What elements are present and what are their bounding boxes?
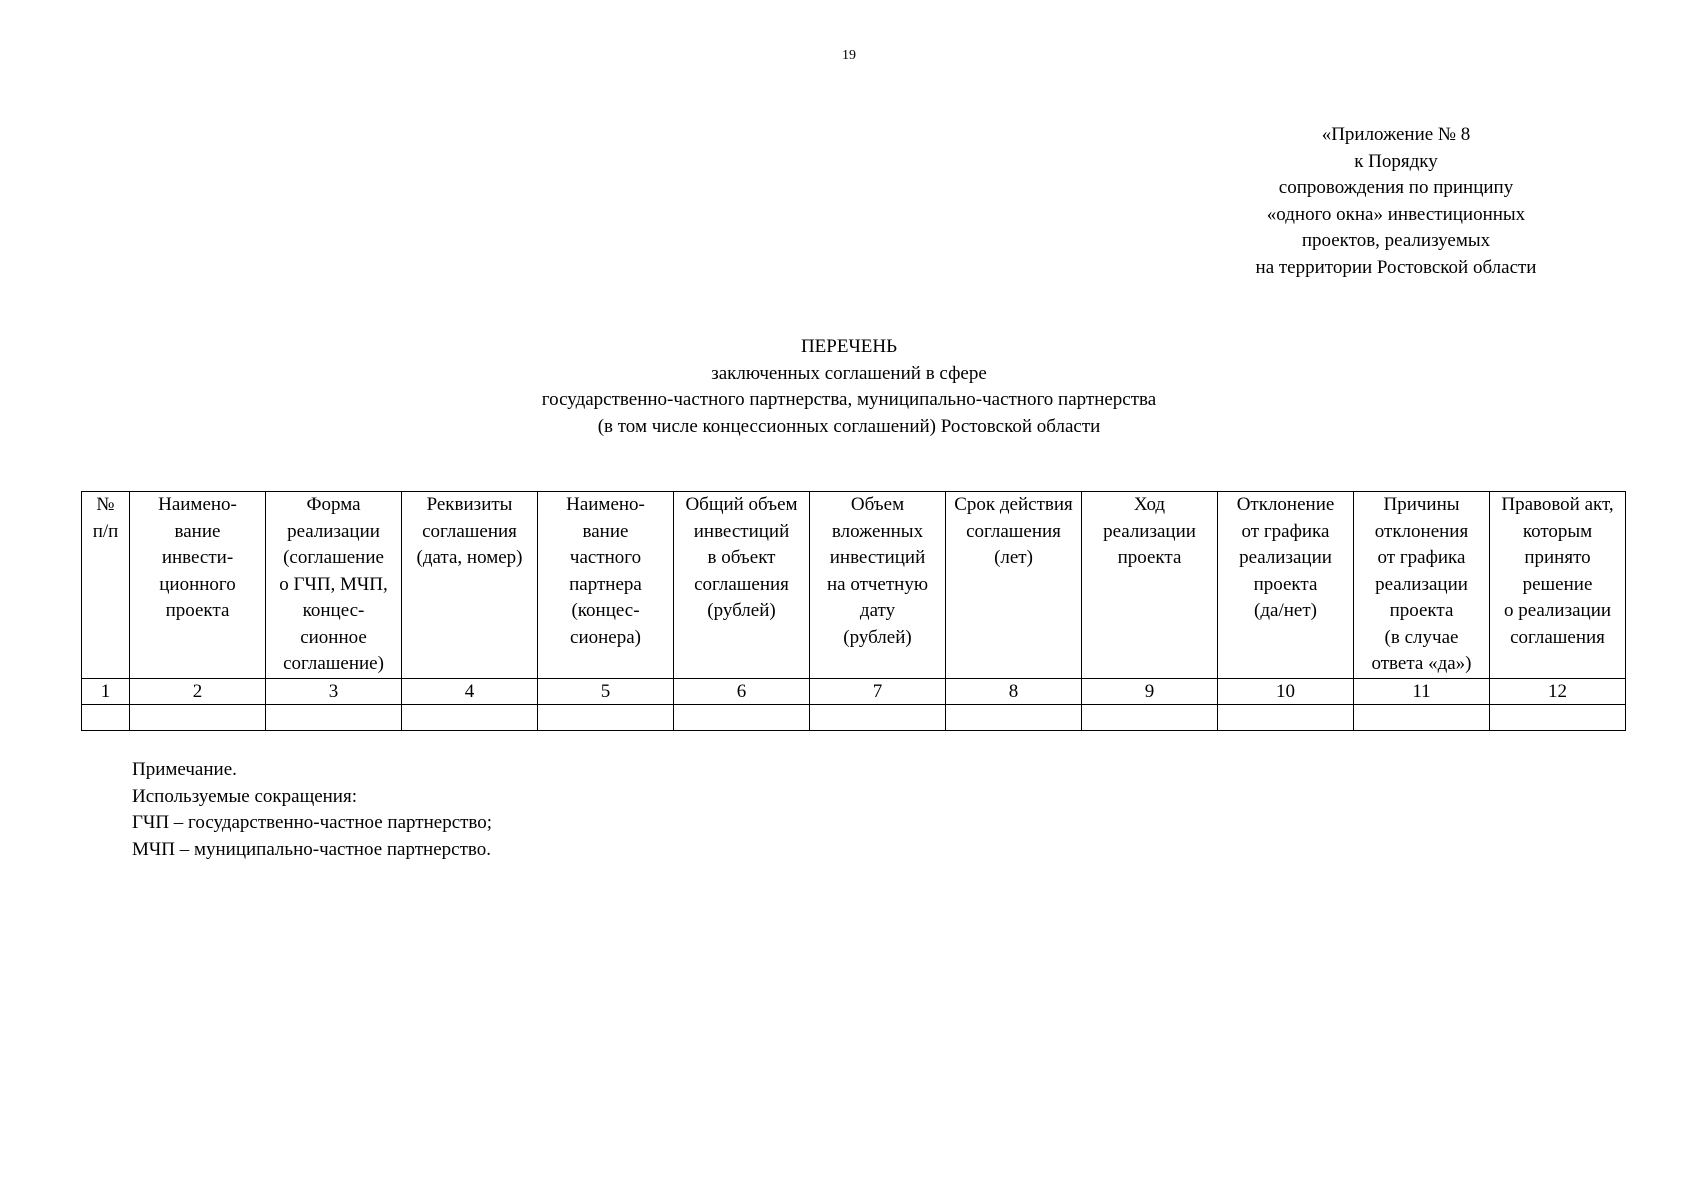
- column-header-line: (да/нет): [1254, 600, 1317, 621]
- column-header-line: Ход: [1133, 494, 1166, 515]
- column-header: [538, 492, 674, 679]
- column-header-line: соглашения: [694, 573, 789, 595]
- column-header: [1082, 492, 1218, 679]
- column-header-line: инвести-: [161, 547, 234, 568]
- column-header-line: от графика: [1377, 547, 1466, 568]
- column-header-line: решение: [1522, 573, 1593, 595]
- column-number: 9: [1082, 679, 1218, 705]
- column-header-line: вание: [174, 520, 221, 542]
- column-header-line: сионное: [300, 626, 367, 648]
- table-cell: [1354, 705, 1490, 731]
- column-header: [810, 492, 946, 679]
- column-header: [82, 492, 130, 679]
- column-header-line: реализации: [287, 520, 380, 542]
- column-header-line: (в случае: [1384, 626, 1459, 648]
- column-header-line: ответа «да»): [1371, 653, 1472, 674]
- column-number: 8: [946, 679, 1082, 705]
- column-header: [1354, 492, 1490, 679]
- agreements-table: [81, 491, 1626, 731]
- appendix-line: на территории Ростовской области: [1255, 256, 1537, 278]
- column-number: 5: [538, 679, 674, 705]
- column-header-line: Причины: [1383, 494, 1460, 515]
- appendix-reference: [1186, 122, 1606, 281]
- appendix-line: «Приложение № 8: [1321, 124, 1471, 145]
- column-header-line: от графика: [1241, 520, 1330, 542]
- column-header: [946, 492, 1082, 679]
- column-header-line: сионера): [570, 626, 641, 648]
- column-header-line: Отклонение: [1236, 494, 1335, 515]
- column-header: [1490, 492, 1626, 679]
- column-header-line: о реализации: [1503, 600, 1612, 621]
- column-header-line: проекта: [165, 600, 230, 621]
- column-header-line: Наимено-: [158, 494, 237, 515]
- column-header-line: партнера: [569, 573, 642, 595]
- page-number: 19: [842, 48, 856, 63]
- column-header-line: соглашение): [283, 653, 384, 674]
- column-header-line: соглашения: [966, 520, 1061, 542]
- column-number: 7: [810, 679, 946, 705]
- table-row: [82, 705, 1626, 731]
- column-number: 1: [82, 679, 130, 705]
- column-header-line: дату: [859, 600, 896, 621]
- column-header-line: Правовой акт,: [1501, 494, 1614, 515]
- table-cell: [82, 705, 130, 731]
- column-number: 3: [266, 679, 402, 705]
- column-header-line: №: [96, 494, 115, 515]
- column-number-row: [82, 679, 1626, 705]
- column-header: [266, 492, 402, 679]
- column-header-line: вложенных: [831, 520, 924, 542]
- column-number: 11: [1354, 679, 1490, 705]
- table-cell: [946, 705, 1082, 731]
- column-header-line: (рублей): [707, 600, 776, 621]
- notes-line: Используемые сокращения:: [132, 785, 357, 807]
- column-header-line: инвестиций: [693, 520, 790, 542]
- column-header-line: ционного: [159, 573, 236, 595]
- column-header-line: Объем: [850, 494, 905, 515]
- appendix-line: «одного окна» инвестиционных: [1266, 203, 1526, 225]
- column-header-line: вание: [582, 520, 629, 542]
- column-header-line: п/п: [92, 520, 119, 542]
- table-cell: [674, 705, 810, 731]
- column-header: [130, 492, 266, 679]
- column-header-line: в объект: [707, 547, 776, 568]
- column-header-line: Общий объем: [685, 494, 798, 515]
- column-header-line: (лет): [994, 547, 1033, 568]
- table-header-row: [82, 492, 1626, 679]
- abbreviation-gchp: ГЧП – государственно-частное партнерство;: [132, 812, 493, 833]
- notes-heading: Примечание.: [132, 759, 237, 780]
- table-cell: [402, 705, 538, 731]
- column-header-line: отклонения: [1374, 520, 1469, 542]
- column-header-line: соглашения: [422, 520, 517, 542]
- appendix-line: к Порядку: [1354, 150, 1438, 172]
- column-header-line: проекта: [1253, 573, 1318, 595]
- column-header-line: частного: [569, 547, 642, 568]
- column-header-line: концес-: [302, 600, 365, 621]
- document-title: [0, 334, 1698, 440]
- column-header-line: Реквизиты: [426, 494, 513, 515]
- column-header-line: которым: [1522, 520, 1593, 542]
- title-heading: ПЕРЕЧЕНЬ: [800, 336, 898, 357]
- column-header-line: Срок действия: [954, 494, 1073, 515]
- column-header-line: проекта: [1389, 600, 1454, 621]
- title-line: (в том числе концессионных соглашений) Ростовской области: [597, 415, 1101, 437]
- column-header-line: реализации: [1103, 520, 1196, 542]
- column-header-line: реализации: [1239, 547, 1332, 568]
- column-header-line: Форма: [306, 494, 361, 515]
- column-header-line: (концес-: [571, 600, 640, 621]
- table-cell: [1490, 705, 1626, 731]
- table-cell: [266, 705, 402, 731]
- column-number: 10: [1218, 679, 1354, 705]
- column-header-line: (дата, номер): [416, 547, 523, 568]
- appendix-line: сопровождения по принципу: [1278, 177, 1514, 198]
- table-cell: [810, 705, 946, 731]
- column-header-line: инвестиций: [829, 547, 926, 568]
- column-header-line: (рублей): [843, 626, 912, 648]
- column-header-line: принято: [1524, 547, 1591, 568]
- table-cell: [1218, 705, 1354, 731]
- appendix-line: проектов, реализуемых: [1301, 230, 1491, 251]
- table-cell: [538, 705, 674, 731]
- column-header-line: реализации: [1375, 573, 1468, 595]
- column-header-line: Наимено-: [566, 494, 645, 515]
- title-line: государственно-частного партнерства, муниципально-частного партнерства: [541, 389, 1157, 410]
- column-number: 12: [1490, 679, 1626, 705]
- column-number: 2: [130, 679, 266, 705]
- column-header: [402, 492, 538, 679]
- abbreviation-mchp: МЧП – муниципально-частное партнерство.: [132, 838, 491, 860]
- title-line: заключенных соглашений в сфере: [711, 362, 987, 384]
- column-number: 6: [674, 679, 810, 705]
- column-header-line: (соглашение: [283, 547, 384, 568]
- column-header-line: о ГЧП, МЧП,: [279, 573, 388, 595]
- column-header-line: проекта: [1117, 547, 1182, 568]
- table-cell: [130, 705, 266, 731]
- column-header: [1218, 492, 1354, 679]
- notes: [132, 757, 492, 863]
- column-header: [674, 492, 810, 679]
- column-header-line: соглашения: [1510, 626, 1605, 648]
- table-cell: [1082, 705, 1218, 731]
- column-header-line: на отчетную: [826, 573, 929, 595]
- column-number: 4: [402, 679, 538, 705]
